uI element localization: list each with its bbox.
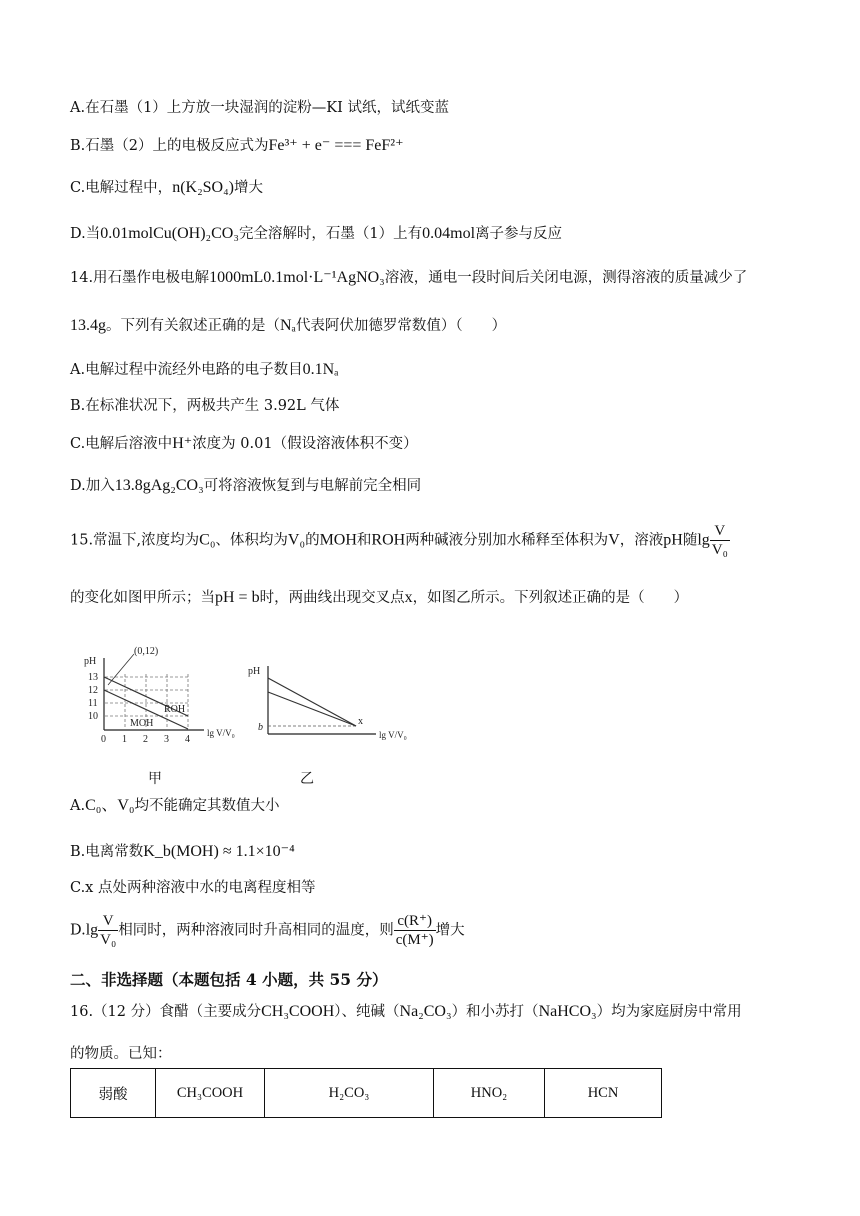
jia-moh-label: MOH [130, 718, 154, 729]
jia-point-label: (0,12) [134, 646, 159, 657]
caption-jia: 甲 [148, 771, 162, 787]
q14-stem-line2: 13.4g。下列有关叙述正确的是（Nₐ代表阿伏加德罗常数值）（ ） [70, 317, 507, 334]
q15-option-c: C.x 点处两种溶液中水的电离程度相等 [70, 880, 316, 896]
weak-acid-table [70, 1068, 662, 1118]
q16-stem-line2: 的物质。已知： [70, 1046, 172, 1062]
jia-xtick-3: 3 [164, 734, 169, 745]
section-heading: 二、非选择题（本题包括 4 小题，共 55 分） [70, 970, 388, 989]
figure-yi [248, 660, 418, 755]
q15-option-a: A.C₀、V₀均不能确定其数值大小 [70, 797, 280, 814]
yi-x-axis-label: lg V/V₀ [379, 730, 407, 740]
figure-jia [80, 640, 235, 750]
q14-option-b: B.在标准状况下，两极共产生 3.92L 气体 [70, 398, 340, 414]
jia-xtick-2: 2 [143, 734, 148, 745]
q16-stem-line1: 16.（12 分）食醋（主要成分CH₃COOH）、纯碱（Na₂CO₃）和小苏打（NaHCO₃）均为家庭厨房中常用 [70, 1003, 742, 1020]
q13-option-a: A.在石墨（1）上方放一块湿润的淀粉—KI 试纸，试纸变蓝 [70, 100, 449, 116]
q13-option-d: D.当0.01molCu(OH)₂CO₃完全溶解时，石墨（1）上有0.04mol离子参与反应 [70, 225, 563, 242]
table-cell-ch3cooh: CH₃COOH [156, 1069, 265, 1118]
q15-d-fraction-v: $\frac{V}{\text{V₀}}$ [100, 913, 117, 948]
q15-stem-line2: 的变化如图甲所示；当pH = b时，两曲线出现交叉点x，如图乙所示。下列叙述正确的是（ ） [70, 589, 689, 606]
q14-stem-line1: 14.用石墨作电极电解1000mL0.1mol·L⁻¹AgNO₃溶液，通电一段时间后关闭电源，测得溶液的质量减少了 [70, 269, 748, 286]
yi-curve-upper [268, 678, 356, 726]
jia-x-axis-label: lg V/V₀ [207, 728, 235, 738]
table-row [71, 1069, 662, 1118]
q14-option-c: C.电解后溶液中H⁺浓度为 0.01（假设溶液体积不变） [70, 435, 418, 452]
jia-ytick-10: 10 [88, 711, 98, 722]
q14-option-d: D.加入13.8gAg₂CO₃可将溶液恢复到与电解前完全相同 [70, 477, 422, 494]
jia-ytick-12: 12 [88, 685, 98, 696]
q14-option-a: A.电解过程中流经外电路的电子数目0.1Nₐ [70, 361, 339, 378]
jia-xtick-1: 1 [122, 734, 127, 745]
q13-option-b: B.石墨（2）上的电极反应式为Fe³⁺ + e⁻ === FeF²⁺ [70, 137, 404, 154]
q15-option-d: D.lg $\frac{V}{\text{V₀}}$ 相同时，两种溶液同时升高相同的温度，则 $\frac{c(R^+)}{c(M^+)}$ 增大 [70, 913, 465, 948]
jia-ytick-13: 13 [88, 672, 98, 683]
table-cell-hno2: HNO₂ [434, 1069, 545, 1118]
table-cell-h2co3: H₂CO₃ [265, 1069, 434, 1118]
yi-b-label: b [258, 722, 263, 733]
q15-stem-fraction: $\frac{V}{\text{V₀}}$ [711, 523, 728, 558]
yi-x-point-label: x [358, 716, 363, 727]
jia-y-axis-label: pH [84, 656, 97, 667]
q15-stem-line1: 15.常温下,浓度均为C₀、体积均为V₀的MOH和ROH两种碱液分别加水稀释至体积为V，溶液pH随lg $\frac{V}{\text{V₀}}$ [70, 523, 728, 558]
table-cell-header: 弱酸 [71, 1069, 156, 1118]
q15-d-fraction-c: $\frac{c(R^+)}{c(M^+)}$ [395, 913, 434, 948]
jia-xtick-4: 4 [185, 734, 190, 745]
q13-option-c: C.电解过程中，n(K₂SO₄)增大 [70, 179, 264, 196]
jia-ytick-11: 11 [88, 698, 98, 709]
jia-roh-label: ROH [164, 704, 186, 715]
q15-option-b: B.电离常数K_b(MOH) ≈ 1.1×10⁻⁴ [70, 843, 295, 860]
yi-curve-lower [268, 692, 356, 726]
yi-y-axis-label: pH [248, 666, 261, 677]
table-cell-hcn: HCN [545, 1069, 662, 1118]
jia-xtick-0: 0 [101, 734, 106, 745]
caption-yi: 乙 [300, 771, 314, 787]
